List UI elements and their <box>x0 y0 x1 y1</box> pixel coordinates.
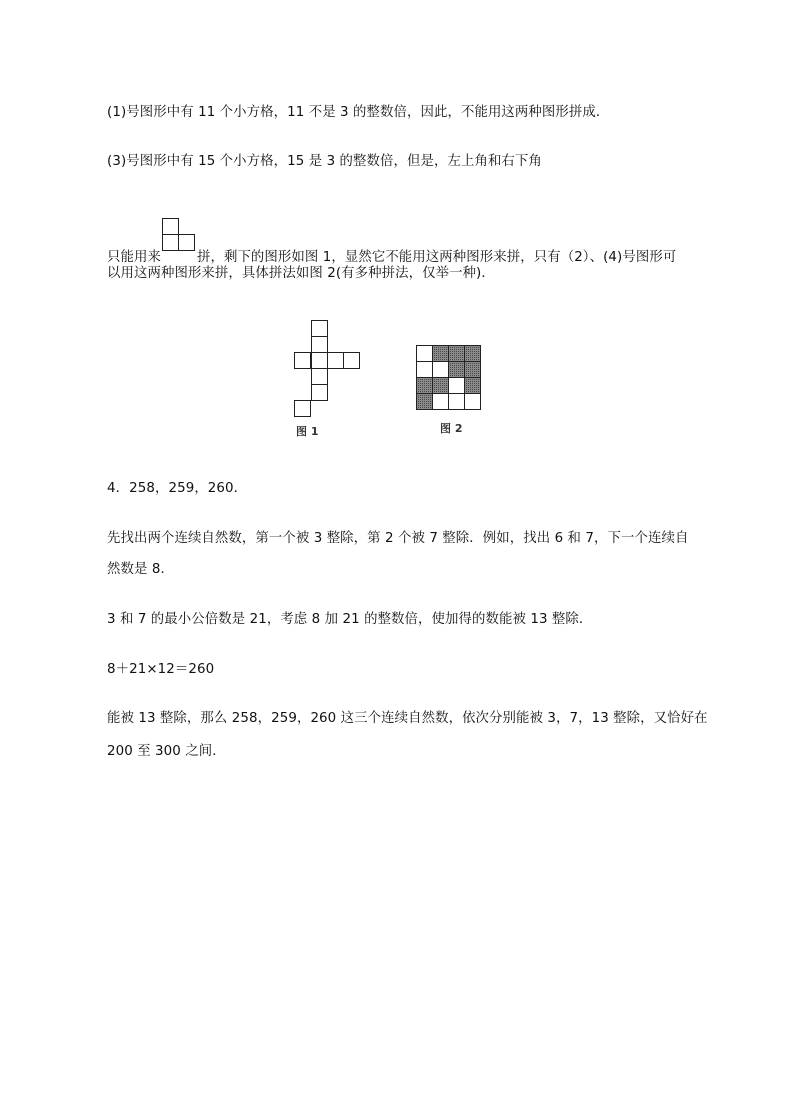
paragraph-4: 以用这两种图形来拼，具体拼法如图 2(有多种拼法，仅举一种)． <box>107 266 495 281</box>
paragraph-9: 8＋21×12＝260 <box>107 662 215 677</box>
paragraph-10: 能被 13 整除，那么 258，259，260 这三个连续自然数，依次分别能被 3，7，13 整除，又恰好在 <box>107 711 708 726</box>
paragraph-7: 然数是 8． <box>107 562 174 577</box>
paragraph-3-before: 只能用来 <box>107 250 161 265</box>
paragraph-1: (1)号图形中有 11 个小方格，11 不是 3 的整数倍，因此，不能用这两种图形拼成． <box>107 105 610 120</box>
paragraph-11: 200 至 300 之间． <box>107 744 226 759</box>
figure-2-grid <box>416 345 483 412</box>
paragraph-3 <box>107 232 676 268</box>
paragraph-8: 3 和 7 的最小公倍数是 21，考虑 8 加 21 的整数倍，使加得的数能被 13 整除． <box>107 612 593 627</box>
paragraph-2: (3)号图形中有 15 个小方格，15 是 3 的整数倍，但是，左上角和右下角 <box>107 154 542 169</box>
paragraph-6: 先找出两个连续自然数，第一个被 3 整除，第 2 个被 7 整除．例如，找出 6 和 7，下一个连续自 <box>107 531 689 546</box>
figure-1-caption: 图 1 <box>296 425 319 438</box>
figure-1-grid <box>293 320 361 418</box>
paragraph-5: 4．258，259，260． <box>107 481 248 496</box>
paragraph-3-after: 拼，剩下的图形如图 1，显然它不能用这两种图形来拼，只有（2）、(4)号图形可 <box>196 250 677 265</box>
l-tromino-shape <box>162 232 196 264</box>
figure-2-caption: 图 2 <box>440 422 463 435</box>
